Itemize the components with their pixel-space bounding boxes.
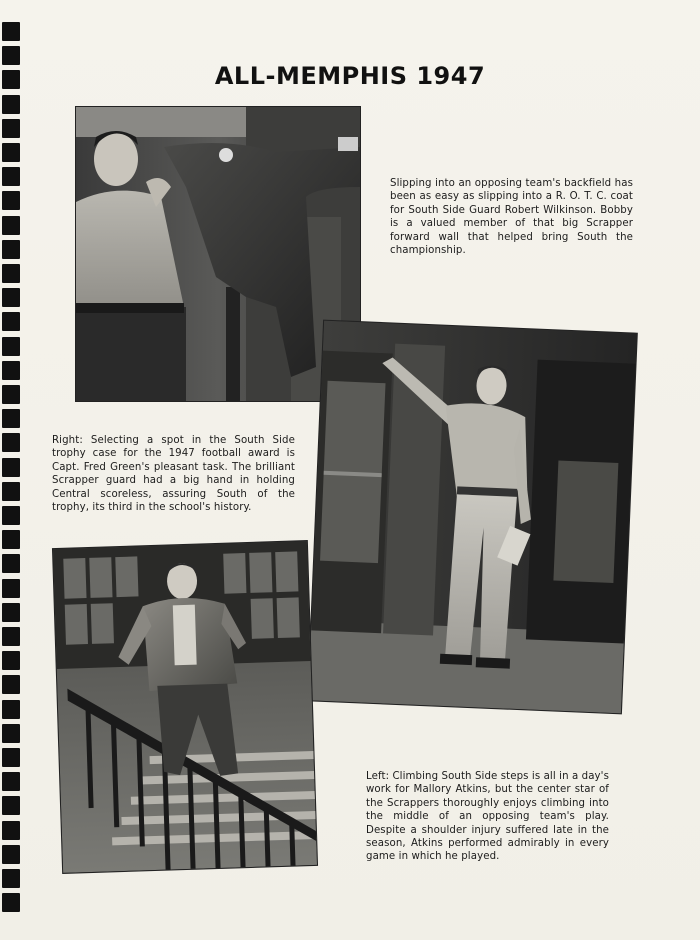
photo-bottom <box>53 541 317 873</box>
caption-middle-left: Right: Selecting a spot in the South Side trophy case for the 1947 football award is Capt. Fred Green's pleasant task. The brilliant Scrapper guard had a big hand in holding Central scoreless, assuring South of the trophy, its third in the school's history. <box>52 435 295 514</box>
page-title: ALL-MEMPHIS 1947 <box>214 62 486 90</box>
spiral-hole <box>2 724 20 743</box>
spiral-hole <box>2 869 20 888</box>
spiral-hole <box>2 433 20 452</box>
spiral-hole <box>2 579 20 598</box>
spiral-hole <box>2 772 20 791</box>
spiral-hole <box>2 119 20 138</box>
spiral-hole <box>2 627 20 646</box>
photo-top <box>76 107 360 401</box>
spiral-hole <box>2 95 20 114</box>
spiral-hole <box>2 22 20 41</box>
spiral-hole <box>2 821 20 840</box>
spiral-hole <box>2 748 20 767</box>
spiral-hole <box>2 482 20 501</box>
spiral-binding <box>0 22 22 922</box>
spiral-hole <box>2 675 20 694</box>
photo-top-image <box>76 107 360 401</box>
spiral-hole <box>2 796 20 815</box>
spiral-hole <box>2 191 20 210</box>
spiral-hole <box>2 240 20 259</box>
spiral-hole <box>2 506 20 525</box>
photo-bottom-image <box>53 541 317 873</box>
spiral-hole <box>2 312 20 331</box>
spiral-hole <box>2 700 20 719</box>
spiral-hole <box>2 893 20 912</box>
spiral-hole <box>2 167 20 186</box>
spiral-hole <box>2 554 20 573</box>
spiral-hole <box>2 361 20 380</box>
spiral-hole <box>2 337 20 356</box>
spiral-hole <box>2 264 20 283</box>
spiral-hole <box>2 288 20 307</box>
spiral-hole <box>2 385 20 404</box>
caption-bottom-right: Left: Climbing South Side steps is all in a day's work for Mallory Atkins, but the center star of the Scrappers thoroughly enjoys climbing into the middle of an opposing team's play. Despite a shoulder injury suffered late in the season, Atkins performed admirably in every game in which he played. <box>366 771 609 863</box>
spiral-hole <box>2 651 20 670</box>
photo-middle-image <box>308 321 637 714</box>
spiral-hole <box>2 216 20 235</box>
spiral-hole <box>2 143 20 162</box>
spiral-hole <box>2 409 20 428</box>
spiral-hole <box>2 530 20 549</box>
caption-top-right: Slipping into an opposing team's backfield has been as easy as slipping into a R. O. T. C. coat for South Side Guard Robert Wilkinson. Bobby is a valued member of that big Scrapper forward wall that helped bring South the championship. <box>390 178 633 257</box>
spiral-hole <box>2 603 20 622</box>
photo-middle <box>308 321 637 714</box>
spiral-hole <box>2 458 20 477</box>
spiral-hole <box>2 845 20 864</box>
